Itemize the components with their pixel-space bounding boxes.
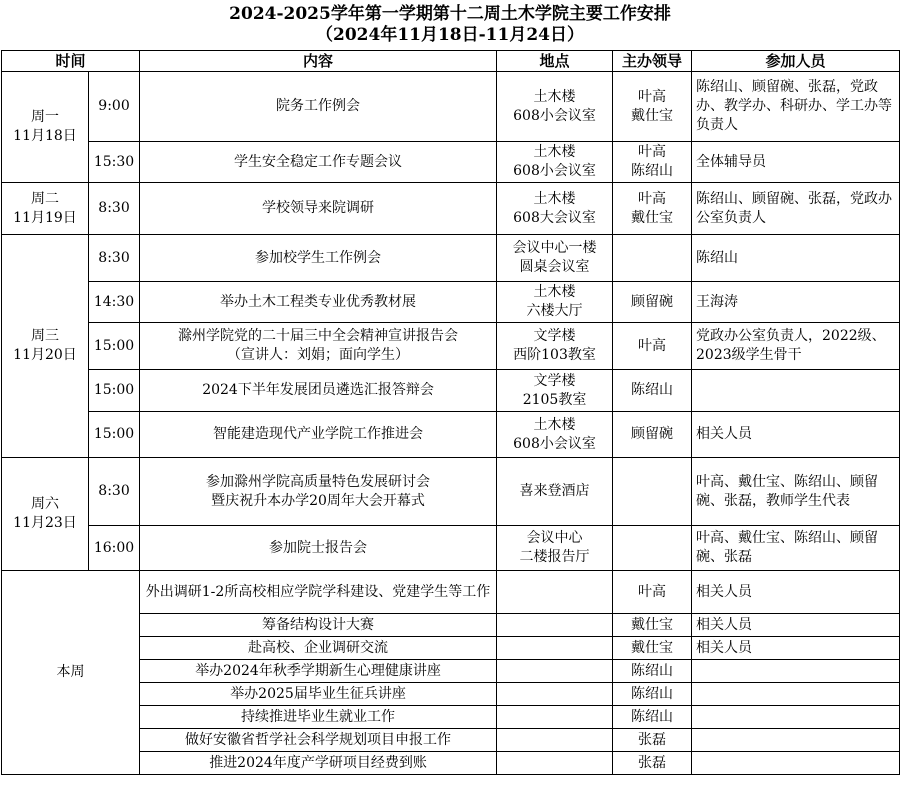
participants-cell-line: 全体辅导员 <box>696 153 767 170</box>
content-cell <box>140 571 497 614</box>
content-cell <box>140 282 497 323</box>
content-cell-line: 外出调研1-2所高校相应学院学科建设、党建学生等工作 <box>145 583 491 600</box>
location-cell-line: 西阶103教室 <box>513 347 596 363</box>
content-cell-line: 持续推进毕业生就业工作 <box>241 708 396 725</box>
content-cell-line: 举办土木工程类专业优秀教材展 <box>220 293 417 310</box>
time-cell-line: 9:00 <box>98 98 130 114</box>
header-time: 时间 <box>2 51 140 72</box>
content-cell-line: 院务工作例会 <box>276 98 361 114</box>
location-cell <box>497 458 613 526</box>
leader-cell-line: 叶高 <box>638 88 667 105</box>
content-cell <box>140 752 497 775</box>
location-cell <box>497 706 613 729</box>
location-cell-line: 土木楼 <box>533 416 576 433</box>
location-cell <box>497 614 613 637</box>
table-row <box>2 370 900 412</box>
time-cell <box>89 526 140 571</box>
time-cell-line: 15:00 <box>93 382 135 398</box>
leader-cell-line: 戴仕宝 <box>631 639 674 656</box>
location-cell-line: 会议中心 <box>526 530 583 546</box>
location-cell-line: 土木楼 <box>533 144 576 160</box>
leader-cell <box>613 729 692 752</box>
content-cell <box>140 142 497 183</box>
content-cell <box>140 183 497 235</box>
participants-cell <box>692 72 900 142</box>
content-cell <box>140 660 497 683</box>
table-row <box>2 458 900 526</box>
header-location: 地点 <box>497 51 613 72</box>
day-cell-line: 周一 <box>31 109 59 125</box>
leader-cell <box>613 683 692 706</box>
participants-cell <box>692 323 900 370</box>
participants-cell-line: 党政办公室负责人，2022级、2023级学生骨干 <box>696 328 886 363</box>
location-cell-line: 文学楼 <box>533 328 576 344</box>
location-cell <box>497 660 613 683</box>
location-cell-line: 喜来登酒店 <box>519 483 590 499</box>
leader-cell <box>613 235 692 282</box>
participants-cell-line: 王海涛 <box>696 293 739 310</box>
document-title: 2024-2025学年第一学期第十二周土木学院主要工作安排 <box>229 4 671 24</box>
participants-cell-line: 相关人员 <box>696 639 753 656</box>
location-cell <box>497 571 613 614</box>
leader-cell <box>613 323 692 370</box>
location-cell-line: 608小会议室 <box>513 435 596 452</box>
content-cell <box>140 235 497 282</box>
leader-cell <box>613 614 692 637</box>
time-cell-line: 16:00 <box>93 539 135 556</box>
leader-cell-line: 张磊 <box>638 754 667 771</box>
content-cell <box>140 729 497 752</box>
participants-cell <box>692 282 900 323</box>
table-row <box>2 412 900 458</box>
leader-cell-line: 顾留碗 <box>631 293 674 310</box>
content-cell <box>140 637 497 660</box>
content-cell <box>140 458 497 526</box>
participants-cell <box>692 637 900 660</box>
time-cell <box>89 142 140 183</box>
location-cell <box>497 683 613 706</box>
time-cell <box>89 412 140 458</box>
header-participants: 参加人员 <box>692 51 900 72</box>
content-cell-line: 暨庆祝升本办学20周年大会开幕式 <box>211 492 425 509</box>
participants-cell <box>692 458 900 526</box>
leader-cell <box>613 706 692 729</box>
leader-cell-line: 陈绍山 <box>631 662 674 679</box>
time-cell-line: 8:30 <box>98 200 130 216</box>
participants-cell <box>692 683 900 706</box>
leader-cell <box>613 282 692 323</box>
content-cell-line: 筹备结构设计大赛 <box>262 616 375 633</box>
leader-cell <box>613 571 692 614</box>
day-cell-line: 周六 <box>31 496 59 512</box>
location-cell-line: 2105教室 <box>522 391 587 408</box>
location-cell <box>497 526 613 571</box>
content-cell <box>140 412 497 458</box>
content-cell-line: 参加滁州学院高质量特色发展研讨会 <box>206 473 431 490</box>
table-body <box>2 72 900 775</box>
location-cell <box>497 323 613 370</box>
content-cell-line: 举办2024年秋季学期新生心理健康讲座 <box>195 662 441 679</box>
leader-cell <box>613 637 692 660</box>
location-cell <box>497 729 613 752</box>
content-cell <box>140 706 497 729</box>
leader-cell <box>613 183 692 235</box>
leader-cell-line: 张磊 <box>638 731 667 748</box>
time-cell <box>89 323 140 370</box>
day-cell <box>2 72 89 183</box>
leader-cell-line: 顾留碗 <box>631 426 674 442</box>
time-cell <box>89 235 140 282</box>
location-cell <box>497 752 613 775</box>
participants-cell-line: 陈绍山、顾留碗、张磊，党政办、教学办、科研办、学工办等负责人 <box>696 79 893 133</box>
day-cell-line: 11月23日 <box>13 515 77 531</box>
location-cell-line: 二楼报告厅 <box>519 549 590 565</box>
leader-cell-line: 陈绍山 <box>631 685 674 702</box>
content-cell <box>140 72 497 142</box>
content-cell-line: 参加院士报告会 <box>269 539 368 556</box>
time-cell <box>89 183 140 235</box>
content-cell <box>140 683 497 706</box>
location-cell-line: 圆桌会议室 <box>519 259 590 275</box>
leader-cell-line: 叶高 <box>638 583 667 600</box>
day-cell-line: 11月18日 <box>13 128 77 144</box>
content-cell-line: 滁州学院党的二十届三中全会精神宣讲报告会 <box>178 328 459 344</box>
content-cell-line: 参加校学生工作例会 <box>255 249 382 266</box>
participants-cell <box>692 660 900 683</box>
location-cell <box>497 72 613 142</box>
content-cell <box>140 526 497 571</box>
leader-cell <box>613 72 692 142</box>
location-cell-line: 文学楼 <box>533 372 576 389</box>
participants-cell-line: 相关人员 <box>696 583 753 600</box>
content-cell-line: 做好安徽省哲学社会科学规划项目申报工作 <box>185 731 452 748</box>
leader-cell-line: 陈绍山 <box>631 708 674 725</box>
location-cell-line: 608小会议室 <box>513 163 596 179</box>
location-cell-line: 土木楼 <box>533 88 576 105</box>
day-cell <box>2 458 89 571</box>
location-cell-line: 608小会议室 <box>513 107 596 124</box>
content-cell <box>140 614 497 637</box>
participants-cell <box>692 142 900 183</box>
table-row <box>2 571 900 614</box>
leader-cell-line: 叶高 <box>638 337 667 354</box>
time-cell-line: 15:00 <box>93 337 135 354</box>
day-cell <box>2 235 89 458</box>
table-row <box>2 72 900 142</box>
leader-cell-line: 叶高 <box>638 190 667 207</box>
leader-cell <box>613 660 692 683</box>
table-row <box>2 526 900 571</box>
location-cell <box>497 142 613 183</box>
content-cell-line: 赴高校、企业调研交流 <box>248 639 389 656</box>
location-cell <box>497 235 613 282</box>
location-cell <box>497 370 613 412</box>
leader-cell <box>613 412 692 458</box>
location-cell-line: 608大会议室 <box>513 209 596 226</box>
participants-cell-line: 陈绍山、顾留碗、张磊，党政办公室负责人 <box>696 190 893 226</box>
content-cell-line: 推进2024年度产学研项目经费到账 <box>209 754 427 771</box>
time-cell-line: 14:30 <box>93 293 135 310</box>
content-cell-line: （宣讲人：刘娟；面向学生） <box>227 347 410 363</box>
leader-cell <box>613 526 692 571</box>
table-row <box>2 183 900 235</box>
leader-cell-line: 戴仕宝 <box>631 616 674 633</box>
participants-cell <box>692 706 900 729</box>
content-cell <box>140 370 497 412</box>
leader-cell <box>613 142 692 183</box>
leader-cell-line: 戴仕宝 <box>631 209 674 226</box>
location-cell-line: 土木楼 <box>533 190 576 207</box>
participants-cell <box>692 526 900 571</box>
participants-cell <box>692 571 900 614</box>
time-cell-line: 8:30 <box>98 249 130 266</box>
content-cell-line: 2024下半年发展团员遴选汇报答辩会 <box>202 382 434 398</box>
table-row <box>2 282 900 323</box>
time-cell-line: 15:30 <box>93 153 135 170</box>
participants-cell-line: 陈绍山 <box>696 249 739 266</box>
leader-cell <box>613 458 692 526</box>
location-cell <box>497 412 613 458</box>
leader-cell <box>613 370 692 412</box>
participants-cell <box>692 729 900 752</box>
location-cell <box>497 282 613 323</box>
time-cell-line: 8:30 <box>98 483 130 499</box>
content-cell-line: 举办2025届毕业生征兵讲座 <box>230 685 406 702</box>
schedule-table <box>1 50 900 775</box>
table-row <box>2 142 900 183</box>
leader-cell <box>613 752 692 775</box>
participants-cell <box>692 370 900 412</box>
content-cell <box>140 323 497 370</box>
day-cell-line: 11月20日 <box>13 347 77 363</box>
time-cell-line: 15:00 <box>93 426 135 442</box>
day-cell <box>2 183 89 235</box>
participants-cell-line: 叶高、戴仕宝、陈绍山、顾留碗、张磊 <box>696 530 879 565</box>
table-row <box>2 323 900 370</box>
header-leader: 主办领导 <box>613 51 692 72</box>
week-label-cell-line: 本周 <box>56 664 85 680</box>
content-cell-line: 学生安全稳定工作专题会议 <box>234 153 403 170</box>
header-content: 内容 <box>140 51 497 72</box>
participants-cell <box>692 614 900 637</box>
leader-cell-line: 戴仕宝 <box>631 107 674 124</box>
leader-cell-line: 陈绍山 <box>631 163 674 179</box>
participants-cell <box>692 412 900 458</box>
location-cell <box>497 183 613 235</box>
day-cell-line: 11月19日 <box>13 209 77 226</box>
table-header-row <box>2 51 900 72</box>
time-cell <box>89 458 140 526</box>
participants-cell <box>692 235 900 282</box>
table-row <box>2 235 900 282</box>
participants-cell-line: 相关人员 <box>696 616 753 633</box>
day-cell-line: 周二 <box>31 190 59 207</box>
location-cell <box>497 637 613 660</box>
location-cell-line: 会议中心一楼 <box>512 240 597 256</box>
participants-cell-line: 叶高、戴仕宝、陈绍山、顾留碗、张磊，教师学生代表 <box>696 473 879 509</box>
participants-cell <box>692 183 900 235</box>
content-cell-line: 智能建造现代产业学院工作推进会 <box>213 426 424 442</box>
time-cell <box>89 370 140 412</box>
location-cell-line: 土木楼 <box>533 284 576 300</box>
time-cell <box>89 72 140 142</box>
participants-cell-line: 相关人员 <box>696 426 753 442</box>
location-cell-line: 六楼大厅 <box>526 303 583 319</box>
leader-cell-line: 陈绍山 <box>631 382 674 398</box>
day-cell-line: 周三 <box>31 328 59 344</box>
time-cell <box>89 282 140 323</box>
participants-cell <box>692 752 900 775</box>
week-label-cell <box>2 571 140 775</box>
content-cell-line: 学校领导来院调研 <box>262 200 375 216</box>
document-subtitle: （2024年11月18日-11月24日） <box>316 25 584 45</box>
leader-cell-line: 叶高 <box>638 144 667 160</box>
